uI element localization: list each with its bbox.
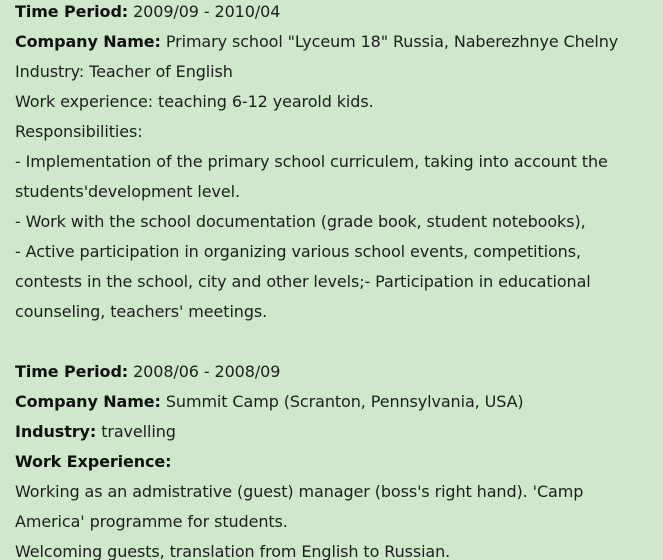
job-entry-summit-camp <box>15 357 649 560</box>
industry-row <box>15 417 649 447</box>
work-experience-label: Work Experience: <box>15 452 172 471</box>
time-period-value: 2008/06 - 2008/09 <box>133 362 281 381</box>
industry-row: Industry: Teacher of English <box>15 62 233 81</box>
work-experience-row: Work experience: teaching 6-12 yearold kids. <box>15 92 374 111</box>
company-name-row <box>15 27 649 57</box>
company-name-row <box>15 387 649 417</box>
job-entry-lyceum <box>15 0 649 327</box>
responsibility-item: - Implementation of the primary school curriculem, taking into account the students'development level. <box>15 152 608 201</box>
responsibility-item: - Work with the school documentation (grade book, student notebooks), <box>15 212 586 231</box>
responsibility-item: - Active participation in organizing various school events, competitions, contests in the school, city and other levels;- Participation in educational counseling, teachers' meetings. <box>15 242 591 321</box>
entry-spacer <box>15 327 649 357</box>
time-period-value: 2009/09 - 2010/04 <box>133 2 281 21</box>
time-period-label: Time Period: <box>15 362 129 381</box>
industry-label: Industry: <box>15 422 97 441</box>
description-text: Welcoming guests, translation from English to Russian. <box>15 542 451 560</box>
company-name-label: Company Name: <box>15 32 161 51</box>
description-text: Working as an admistrative (guest) manager (boss's right hand). 'Camp America' programme for students. <box>15 482 584 531</box>
company-name-value: Primary school "Lyceum 18" Russia, Naberezhnye Chelny <box>165 32 619 51</box>
time-period-row <box>15 357 649 387</box>
industry-value: travelling <box>101 422 176 441</box>
time-period-label: Time Period: <box>15 2 129 21</box>
company-name-value: Summit Camp (Scranton, Pennsylvania, USA) <box>165 392 524 411</box>
company-name-label: Company Name: <box>15 392 161 411</box>
time-period-row <box>15 0 649 27</box>
responsibilities-label: Responsibilities: <box>15 122 143 141</box>
